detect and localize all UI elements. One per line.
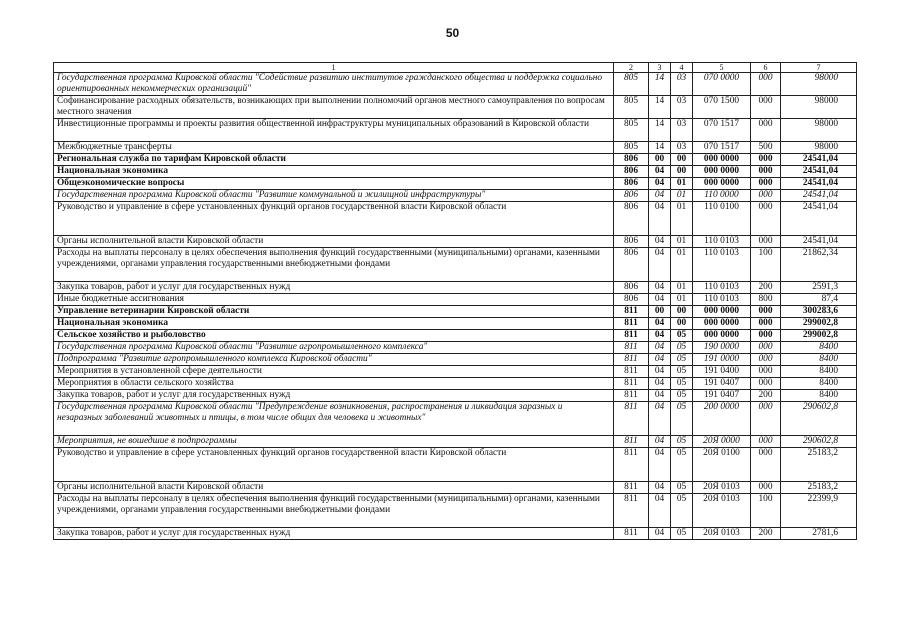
row-name-cell: Национальная экономика — [54, 318, 614, 330]
ministry-code-cell: 806 — [614, 202, 649, 236]
expense-type-cell: 800 — [751, 294, 781, 306]
amount-cell: 24541,04 — [781, 178, 857, 190]
target-article-cell: 070 1500 — [693, 96, 751, 119]
subsection-code-cell: 00 — [671, 154, 693, 166]
row-name-cell: Органы исполнительной власти Кировской области — [54, 482, 614, 494]
target-article-cell: 20Я 0100 — [693, 448, 751, 482]
section-code-cell: 04 — [649, 354, 671, 366]
expense-type-cell: 000 — [751, 166, 781, 178]
expense-type-cell: 000 — [751, 96, 781, 119]
amount-cell: 290602,8 — [781, 436, 857, 448]
expense-type-cell: 000 — [751, 73, 781, 96]
table-row — [54, 330, 857, 342]
subsection-code-cell: 03 — [671, 73, 693, 96]
ministry-code-cell: 805 — [614, 142, 649, 154]
target-article-cell: 200 0000 — [693, 402, 751, 436]
table-row — [54, 119, 857, 142]
section-code-cell: 04 — [649, 318, 671, 330]
amount-cell: 98000 — [781, 119, 857, 142]
section-code-cell: 04 — [649, 166, 671, 178]
subsection-code-cell: 05 — [671, 354, 693, 366]
table-row — [54, 482, 857, 494]
ministry-code-cell: 811 — [614, 306, 649, 318]
expense-type-cell: 000 — [751, 448, 781, 482]
amount-cell: 98000 — [781, 73, 857, 96]
subsection-code-cell: 01 — [671, 178, 693, 190]
target-article-cell: 110 0103 — [693, 236, 751, 248]
ministry-code-cell: 806 — [614, 282, 649, 294]
table-row — [54, 402, 857, 436]
table-row — [54, 154, 857, 166]
subsection-code-cell: 03 — [671, 142, 693, 154]
subsection-code-cell: 00 — [671, 166, 693, 178]
ministry-code-cell: 806 — [614, 294, 649, 306]
ministry-code-cell: 811 — [614, 366, 649, 378]
row-name-cell: Национальная экономика — [54, 166, 614, 178]
amount-cell: 22399,9 — [781, 494, 857, 528]
target-article-cell: 000 0000 — [693, 178, 751, 190]
row-name-cell: Государственная программа Кировской области "Развитие коммунальной и жилищной инфраструктуры" — [54, 190, 614, 202]
target-article-cell: 110 0103 — [693, 248, 751, 282]
section-code-cell: 00 — [649, 154, 671, 166]
amount-cell: 8400 — [781, 354, 857, 366]
table-row — [54, 236, 857, 248]
target-article-cell: 110 0103 — [693, 282, 751, 294]
table-row — [54, 73, 857, 96]
amount-cell: 299002,8 — [781, 330, 857, 342]
ministry-code-cell: 811 — [614, 318, 649, 330]
subsection-code-cell: 03 — [671, 96, 693, 119]
column-header: 6 — [751, 63, 781, 73]
row-name-cell: Закупка товаров, работ и услуг для государственных нужд — [54, 282, 614, 294]
ministry-code-cell: 811 — [614, 330, 649, 342]
section-code-cell: 04 — [649, 294, 671, 306]
ministry-code-cell: 811 — [614, 448, 649, 482]
subsection-code-cell: 01 — [671, 202, 693, 236]
subsection-code-cell: 05 — [671, 436, 693, 448]
table-row — [54, 448, 857, 482]
target-article-cell: 191 0400 — [693, 366, 751, 378]
table-row — [54, 178, 857, 190]
target-article-cell: 190 0000 — [693, 342, 751, 354]
ministry-code-cell: 805 — [614, 119, 649, 142]
section-code-cell: 04 — [649, 378, 671, 390]
expense-type-cell: 000 — [751, 342, 781, 354]
row-name-cell: Управление ветеринарии Кировской области — [54, 306, 614, 318]
table-row — [54, 390, 857, 402]
row-name-cell: Закупка товаров, работ и услуг для государственных нужд — [54, 390, 614, 402]
subsection-code-cell: 05 — [671, 494, 693, 528]
subsection-code-cell: 05 — [671, 330, 693, 342]
subsection-code-cell: 01 — [671, 236, 693, 248]
target-article-cell: 110 0103 — [693, 294, 751, 306]
expense-type-cell: 000 — [751, 318, 781, 330]
amount-cell: 98000 — [781, 142, 857, 154]
column-header: 1 — [54, 63, 614, 73]
ministry-code-cell: 806 — [614, 154, 649, 166]
target-article-cell: 000 0000 — [693, 318, 751, 330]
table-row — [54, 366, 857, 378]
section-code-cell: 04 — [649, 482, 671, 494]
target-article-cell: 191 0000 — [693, 354, 751, 366]
subsection-code-cell: 01 — [671, 190, 693, 202]
ministry-code-cell: 811 — [614, 390, 649, 402]
amount-cell: 8400 — [781, 342, 857, 354]
expense-type-cell: 000 — [751, 202, 781, 236]
row-name-cell: Софинансирование расходных обязательств, возникающих при выполнении полномочий органов местного самоуправления по вопросам местного значения — [54, 96, 614, 119]
amount-cell: 2591,3 — [781, 282, 857, 294]
target-article-cell: 20Я 0103 — [693, 482, 751, 494]
target-article-cell: 070 1517 — [693, 119, 751, 142]
page-number: 50 — [445, 26, 460, 40]
subsection-code-cell: 01 — [671, 282, 693, 294]
table-row — [54, 306, 857, 318]
target-article-cell: 110 0100 — [693, 202, 751, 236]
row-name-cell: Иные бюджетные ассигнования — [54, 294, 614, 306]
expense-type-cell: 200 — [751, 390, 781, 402]
amount-cell: 290602,8 — [781, 402, 857, 436]
amount-cell: 24541,04 — [781, 236, 857, 248]
section-code-cell: 04 — [649, 248, 671, 282]
subsection-code-cell: 05 — [671, 390, 693, 402]
expense-type-cell: 000 — [751, 482, 781, 494]
expense-type-cell: 500 — [751, 142, 781, 154]
column-header: 2 — [614, 63, 649, 73]
section-code-cell: 04 — [649, 448, 671, 482]
expense-type-cell: 000 — [751, 354, 781, 366]
ministry-code-cell: 811 — [614, 494, 649, 528]
expense-type-cell: 000 — [751, 236, 781, 248]
table-header-row — [54, 63, 857, 73]
target-article-cell: 000 0000 — [693, 154, 751, 166]
section-code-cell: 04 — [649, 402, 671, 436]
amount-cell: 25183,2 — [781, 482, 857, 494]
ministry-code-cell: 806 — [614, 178, 649, 190]
row-name-cell: Сельское хозяйство и рыболовство — [54, 330, 614, 342]
expense-type-cell: 000 — [751, 306, 781, 318]
ministry-code-cell: 805 — [614, 96, 649, 119]
amount-cell: 299002,8 — [781, 318, 857, 330]
amount-cell: 21862,34 — [781, 248, 857, 282]
column-header: 7 — [781, 63, 857, 73]
expense-type-cell: 200 — [751, 282, 781, 294]
amount-cell: 87,4 — [781, 294, 857, 306]
target-article-cell: 070 1517 — [693, 142, 751, 154]
row-name-cell: Мероприятия в области сельского хозяйства — [54, 378, 614, 390]
expense-type-cell: 000 — [751, 178, 781, 190]
amount-cell: 8400 — [781, 366, 857, 378]
row-name-cell: Подпрограмма "Развитие агропромышленного комплекса Кировской области" — [54, 354, 614, 366]
subsection-code-cell: 01 — [671, 294, 693, 306]
section-code-cell: 14 — [649, 73, 671, 96]
target-article-cell: 000 0000 — [693, 166, 751, 178]
table-row — [54, 342, 857, 354]
amount-cell: 25183,2 — [781, 448, 857, 482]
target-article-cell: 070 0000 — [693, 73, 751, 96]
subsection-code-cell: 05 — [671, 342, 693, 354]
expense-type-cell: 000 — [751, 119, 781, 142]
table-row — [54, 166, 857, 178]
row-name-cell: Расходы на выплаты персоналу в целях обеспечения выполнения функций государственными (муниципальными) органами, казенными учреждениями, органами управления государственными внебюджетными фондами — [54, 248, 614, 282]
table-row — [54, 282, 857, 294]
expense-type-cell: 000 — [751, 366, 781, 378]
subsection-code-cell: 05 — [671, 366, 693, 378]
table-row — [54, 494, 857, 528]
table-row — [54, 528, 857, 540]
amount-cell: 24541,04 — [781, 154, 857, 166]
subsection-code-cell: 05 — [671, 378, 693, 390]
section-code-cell: 04 — [649, 236, 671, 248]
section-code-cell: 04 — [649, 366, 671, 378]
table-row — [54, 142, 857, 154]
amount-cell: 300283,6 — [781, 306, 857, 318]
target-article-cell: 191 0407 — [693, 390, 751, 402]
expense-type-cell: 000 — [751, 190, 781, 202]
amount-cell: 24541,04 — [781, 166, 857, 178]
section-code-cell: 04 — [649, 190, 671, 202]
table-row — [54, 202, 857, 236]
expense-type-cell: 000 — [751, 154, 781, 166]
expense-type-cell: 000 — [751, 378, 781, 390]
row-name-cell: Государственная программа Кировской области "Развитие агропромышленного комплекса" — [54, 342, 614, 354]
row-name-cell: Органы исполнительной власти Кировской области — [54, 236, 614, 248]
table-row — [54, 378, 857, 390]
column-header: 5 — [693, 63, 751, 73]
section-code-cell: 04 — [649, 330, 671, 342]
table-body — [54, 73, 857, 540]
subsection-code-cell: 05 — [671, 402, 693, 436]
table-row — [54, 190, 857, 202]
expense-type-cell: 100 — [751, 248, 781, 282]
row-name-cell: Мероприятия в установленной сфере деятельности — [54, 366, 614, 378]
ministry-code-cell: 806 — [614, 166, 649, 178]
amount-cell: 8400 — [781, 390, 857, 402]
section-code-cell: 04 — [649, 494, 671, 528]
row-name-cell: Мероприятия, не вошедшие в подпрограммы — [54, 436, 614, 448]
section-code-cell: 14 — [649, 119, 671, 142]
expense-type-cell: 100 — [751, 494, 781, 528]
row-name-cell: Межбюджетные трансферты — [54, 142, 614, 154]
section-code-cell: 04 — [649, 178, 671, 190]
ministry-code-cell: 806 — [614, 248, 649, 282]
column-header: 3 — [649, 63, 671, 73]
section-code-cell: 04 — [649, 436, 671, 448]
expense-type-cell: 000 — [751, 330, 781, 342]
amount-cell: 24541,04 — [781, 190, 857, 202]
subsection-code-cell: 01 — [671, 248, 693, 282]
ministry-code-cell: 811 — [614, 436, 649, 448]
subsection-code-cell: 03 — [671, 119, 693, 142]
section-code-cell: 14 — [649, 142, 671, 154]
row-name-cell: Руководство и управление в сфере установленных функций органов государственной власти Кировской области — [54, 448, 614, 482]
target-article-cell: 191 0407 — [693, 378, 751, 390]
subsection-code-cell: 00 — [671, 306, 693, 318]
ministry-code-cell: 811 — [614, 528, 649, 540]
subsection-code-cell: 05 — [671, 482, 693, 494]
section-code-cell: 04 — [649, 390, 671, 402]
subsection-code-cell: 00 — [671, 318, 693, 330]
target-article-cell: 20Я 0000 — [693, 436, 751, 448]
row-name-cell: Инвестиционные программы и проекты развития общественной инфраструктуры муниципальных образований в Кировской области — [54, 119, 614, 142]
target-article-cell: 110 0000 — [693, 190, 751, 202]
ministry-code-cell: 806 — [614, 236, 649, 248]
row-name-cell: Руководство и управление в сфере установленных функций органов государственной власти Кировской области — [54, 202, 614, 236]
section-code-cell: 04 — [649, 528, 671, 540]
table-row — [54, 436, 857, 448]
section-code-cell: 00 — [649, 306, 671, 318]
amount-cell: 98000 — [781, 96, 857, 119]
row-name-cell: Общеэкономические вопросы — [54, 178, 614, 190]
target-article-cell: 20Я 0103 — [693, 528, 751, 540]
table-row — [54, 318, 857, 330]
table-row — [54, 294, 857, 306]
subsection-code-cell: 05 — [671, 448, 693, 482]
subsection-code-cell: 05 — [671, 528, 693, 540]
amount-cell: 2781,6 — [781, 528, 857, 540]
section-code-cell: 14 — [649, 96, 671, 119]
section-code-cell: 04 — [649, 342, 671, 354]
amount-cell: 24541,04 — [781, 202, 857, 236]
ministry-code-cell: 811 — [614, 402, 649, 436]
ministry-code-cell: 811 — [614, 354, 649, 366]
row-name-cell: Государственная программа Кировской области "Содействие развитию институтов гражданского общества и поддержка социально ориентированных некоммерческих организаций" — [54, 73, 614, 96]
amount-cell: 8400 — [781, 378, 857, 390]
ministry-code-cell: 811 — [614, 342, 649, 354]
ministry-code-cell: 806 — [614, 190, 649, 202]
table-row — [54, 354, 857, 366]
row-name-cell: Государственная программа Кировской области "Предупреждение возникновения, распространения и ликвидация заразных и незаразных заболеваний животных и птицы, в том числе общих для человека и животных" — [54, 402, 614, 436]
section-code-cell: 04 — [649, 282, 671, 294]
expense-type-cell: 200 — [751, 528, 781, 540]
column-header: 4 — [671, 63, 693, 73]
ministry-code-cell: 805 — [614, 73, 649, 96]
target-article-cell: 000 0000 — [693, 330, 751, 342]
table-row — [54, 96, 857, 119]
target-article-cell: 000 0000 — [693, 306, 751, 318]
ministry-code-cell: 811 — [614, 378, 649, 390]
row-name-cell: Закупка товаров, работ и услуг для государственных нужд — [54, 528, 614, 540]
expense-type-cell: 000 — [751, 402, 781, 436]
target-article-cell: 20Я 0103 — [693, 494, 751, 528]
row-name-cell: Расходы на выплаты персоналу в целях обеспечения выполнения функций государственными (муниципальными) органами, казенными учреждениями, органами управления государственными внебюджетными фондами — [54, 494, 614, 528]
ministry-code-cell: 811 — [614, 482, 649, 494]
row-name-cell: Региональная служба по тарифам Кировской области — [54, 154, 614, 166]
section-code-cell: 04 — [649, 202, 671, 236]
expense-type-cell: 000 — [751, 436, 781, 448]
budget-table — [53, 62, 857, 540]
table-row — [54, 248, 857, 282]
